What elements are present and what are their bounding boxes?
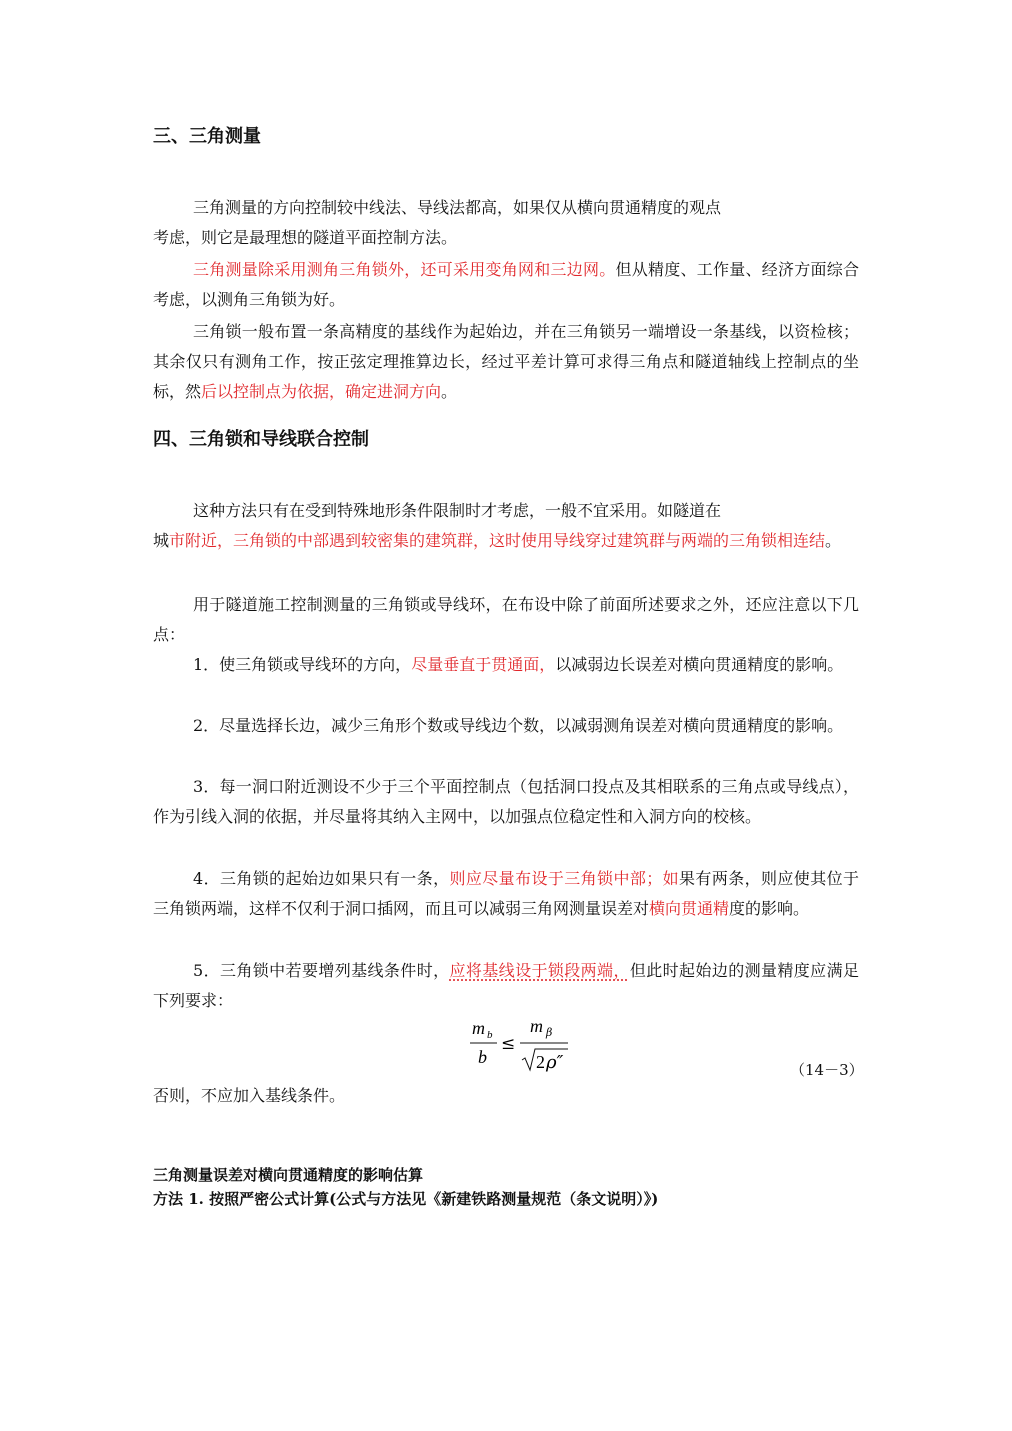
section4-para1-end: 。: [825, 531, 842, 550]
estimation-title: 三角测量误差对横向贯通精度的影响估算: [153, 1166, 424, 1184]
section3-para1-line1: 三角测量的方向控制较中线法、导线法都高，如果仅从横向贯通精度的观点: [193, 198, 722, 217]
section4-para2: 用于隧道施工控制测量的三角锁或导线环，在布设中除了前面所述要求之外，还应注意以下几点：: [153, 595, 859, 644]
formula-rho: ρ″: [546, 1052, 564, 1073]
section4-para1-first: 城: [153, 531, 170, 550]
list-item-1-rest: 以减弱边长误差对横向贯通精度的影响。: [555, 655, 844, 674]
section3-para3-highlight: 后以控制点为依据，确定进洞方向: [201, 382, 442, 401]
list-item-4: [153, 864, 859, 924]
list-item-4-text: 4．三角锁的起始边如果只有一条，: [193, 869, 450, 888]
formula-lhs-num-sub: b: [487, 1029, 493, 1041]
section3-para3-end: 。: [441, 382, 458, 401]
section3-para2-highlight: 三角测量除采用测角三角锁外，还可采用变角网和三边网。: [193, 260, 616, 279]
formula-rhs-num-sub: β: [546, 1026, 553, 1039]
section3-heading: 三、三角测量: [153, 126, 261, 147]
formula-leq: ≤: [501, 1034, 516, 1054]
list-item-4-end: 度的影响。: [729, 899, 810, 918]
list-item-3: 3．每一洞口附近测设不少于三个平面控制点（包括洞口投点及其相联系的三角点或导线点），作为引线入洞的依据，并尽量将其纳入主网中，以加强点位稳定性和入洞方向的校核。: [153, 777, 859, 826]
formula-rhs-num: m: [530, 1016, 543, 1036]
formula-lhs-num: m: [472, 1018, 485, 1038]
section4-para1-body: [153, 526, 859, 556]
list-item-4-highlight2: 横向贯通精: [649, 899, 730, 918]
section3-para3: [153, 317, 859, 407]
list-item-1: [153, 650, 859, 680]
list-item-1-highlight: 尽量垂直于贯通面，: [411, 655, 556, 674]
section3-para1-line2: 考虑，则它是最理想的隧道平面控制方法。: [153, 228, 458, 247]
section3-para2-rest: 但从精度、工作量、经济方面综合考虑，以测角三角锁为好。: [153, 260, 859, 309]
list-item-2: 2．尽量选择长边，减少三角形个数或导线边个数，以减弱测角误差对横向贯通精度的影响。: [193, 716, 844, 735]
section4-para1: [153, 496, 859, 556]
section4-para1-highlight: 市附近，三角锁的中部遇到较密集的建筑群，这时使用导线穿过建筑群与两端的三角锁相连结: [169, 531, 826, 550]
list-item-4-highlight1: 则应尽量布设于三角锁中部；如: [449, 869, 680, 888]
formula-root-two: 2: [536, 1052, 545, 1072]
list-item-5-rest: 但此时起始边的测量精度应满足下列要求：: [153, 961, 859, 1010]
section3-para2: [153, 255, 859, 315]
list-item-5-highlight: 应将基线设于锁段两端，: [449, 961, 630, 980]
after-formula-text: 否则，不应加入基线条件。: [153, 1086, 346, 1105]
list-item-5: [153, 956, 859, 1016]
formula-lhs-den: b: [478, 1047, 487, 1067]
list-item-4-middle: 果有两条，则应使其位于三角锁两端，这样不仅利于洞口插网，而且可以减弱三角网测量误差对: [153, 869, 859, 918]
method1-heading: 方法 1. 按照严密公式计算(公式与方法见《新建铁路测量规范（条文说明）》): [153, 1190, 659, 1208]
list-item-5-text: 5．三角锁中若要增列基线条件时，: [193, 961, 450, 980]
formula-14-3: [470, 1016, 590, 1076]
section4-heading: 四、三角锁和导线联合控制: [153, 429, 369, 450]
section4-para1-line1: 这种方法只有在受到特殊地形条件限制时才考虑，一般不宜采用。如隧道在: [193, 501, 722, 520]
list-item-1-text: 1．使三角锁或导线环的方向，: [193, 655, 412, 674]
equation-number: （14－3）: [790, 1061, 864, 1079]
section3-para1: [153, 193, 859, 253]
section3-para3-text: 三角锁一般布置一条高精度的基线作为起始边，并在三角锁另一端增设一条基线，以资检核；其余仅只有测角工作，按正弦定理推算边长，经过平差计算可求得三角点和隧道轴线上控制点的坐标，然: [153, 322, 859, 401]
